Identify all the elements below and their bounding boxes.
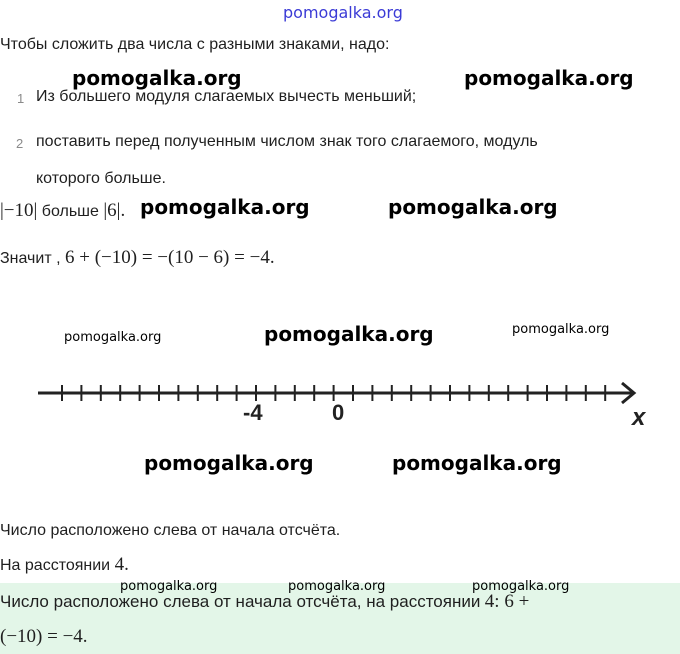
watermark: pomogalka.org: [64, 330, 162, 345]
label-zero: 0: [332, 400, 345, 425]
comparison-end: .: [120, 200, 126, 221]
axis-label-x: x: [632, 404, 646, 430]
step-number-1: 1: [17, 91, 25, 106]
note-left-of-origin: Число расположено слева от начала отсчёта.: [0, 522, 341, 539]
step-text-2-line1: поставить перед полученным числом знак того слагаемого, модуль: [36, 133, 538, 150]
number-line: [0, 370, 680, 430]
abs-six: |6|: [103, 200, 121, 221]
note-distance-text: На расстоянии: [0, 557, 111, 574]
conclusion-line: [0, 247, 275, 269]
watermark: pomogalka.org: [120, 579, 218, 594]
comparison-line: [0, 200, 125, 222]
conclusion-prefix: Значит ,: [0, 250, 61, 267]
intro-text: Чтобы сложить два числа с разными знаками, надо:: [0, 36, 390, 53]
watermark: pomogalka.org: [264, 322, 434, 346]
answer-line-1: [0, 591, 529, 613]
answer-formula-part2: (−10) = −4.: [0, 626, 88, 647]
step-text-1: Из большего модуля слагаемых вычесть меньший;: [36, 88, 417, 105]
watermark: pomogalka.org: [140, 195, 310, 219]
step-number-2: 2: [16, 136, 24, 151]
comparison-word: больше: [41, 203, 99, 220]
watermark: pomogalka.org: [288, 579, 386, 594]
note-distance: [0, 554, 129, 576]
watermark: pomogalka.org: [72, 66, 242, 90]
watermark: pomogalka.org: [388, 195, 558, 219]
label-minus-four: -4: [243, 400, 263, 425]
watermark: pomogalka.org: [512, 322, 610, 337]
watermark: pomogalka.org: [392, 451, 562, 475]
conclusion-formula: 6 + (−10) = −(10 − 6) = −4.: [65, 247, 275, 268]
watermark: pomogalka.org: [464, 66, 634, 90]
step-text-2-line2: которого больше.: [36, 170, 166, 187]
watermark: pomogalka.org: [144, 451, 314, 475]
abs-minus-ten: |−10|: [0, 200, 38, 221]
answer-formula-part1: 4: 6 +: [484, 591, 530, 612]
watermark-top: pomogalka.org: [283, 3, 403, 22]
answer-text: Число расположено слева от начала отсчёта, на расстоянии: [0, 592, 481, 611]
note-distance-value: 4.: [114, 554, 129, 575]
watermark: pomogalka.org: [472, 579, 570, 594]
